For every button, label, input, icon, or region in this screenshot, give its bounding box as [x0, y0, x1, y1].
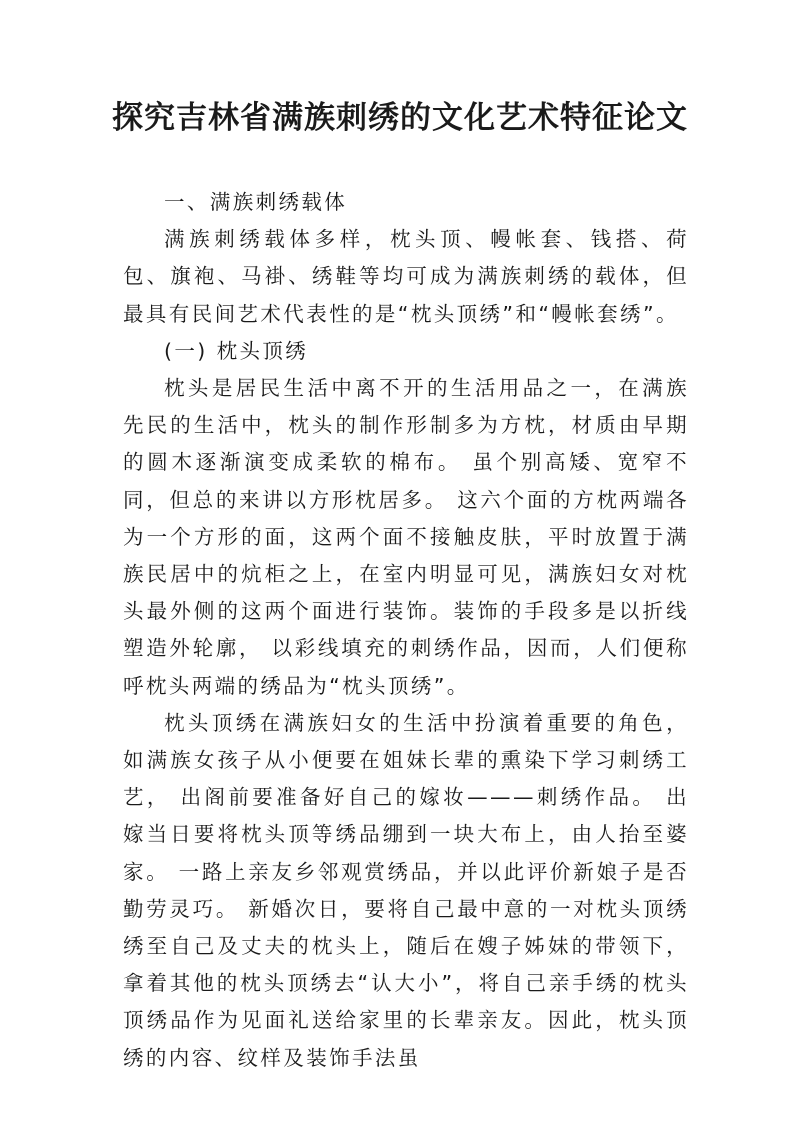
section-heading: 一、满族刺绣载体 [164, 190, 348, 214]
document-body [123, 184, 689, 1077]
document-title: 探究吉林省满族刺绣的文化艺术特征论文 [112, 100, 688, 136]
paragraph: 枕头顶绣在满族妇女的生活中扮演着重要的角色，如满族女孩子从小便要在姐妹长辈的熏染下学习刺绣工艺， 出阁前要准备好自己的嫁妆———刺绣作品。 出嫁当日要将枕头顶等绣品绷到一块大布上，由人抬至婆家。 一路上亲友乡邻观赏绣品，并以此评价新娘子是否勤劳灵巧。 新婚次日，要将自己最中意的一对枕头顶绣绣至自己及丈夫的枕头上，随后在嫂子姊妹的带领下，拿着其他的枕头顶绣去“认大小”，将自己亲手绣的枕头顶绣品作为见面礼送给家里的长辈亲友。因此，枕头顶绣的内容、纹样及装饰手法虽 [123, 710, 689, 1070]
paragraph: 满族刺绣载体多样，枕头顶、幔帐套、钱搭、荷包、旗袍、马褂、绣鞋等均可成为满族刺绣的载体，但最具有民间艺术代表性的是“枕头顶绣”和“幔帐套绣”。 [123, 227, 689, 326]
paragraph: 枕头是居民生活中离不开的生活用品之一，在满族先民的生活中，枕头的制作形制多为方枕，材质由早期的圆木逐渐演变成柔软的棉布。 虽个别高矮、宽窄不同，但总的来讲以方形枕居多。 这六个面的方枕两端各为一个方形的面，这两个面不接触皮肤，平时放置于满族民居中的炕柜之上，在室内明显可见，满族妇女对枕头最外侧的这两个面进行装饰。装饰的手段多是以折线塑造外轮廓， 以彩线填充的刺绣作品，因而，人们便称呼枕头两端的绣品为“枕头顶绣”。 [123, 376, 689, 698]
subsection-heading: (一) 枕头顶绣 [164, 338, 309, 363]
